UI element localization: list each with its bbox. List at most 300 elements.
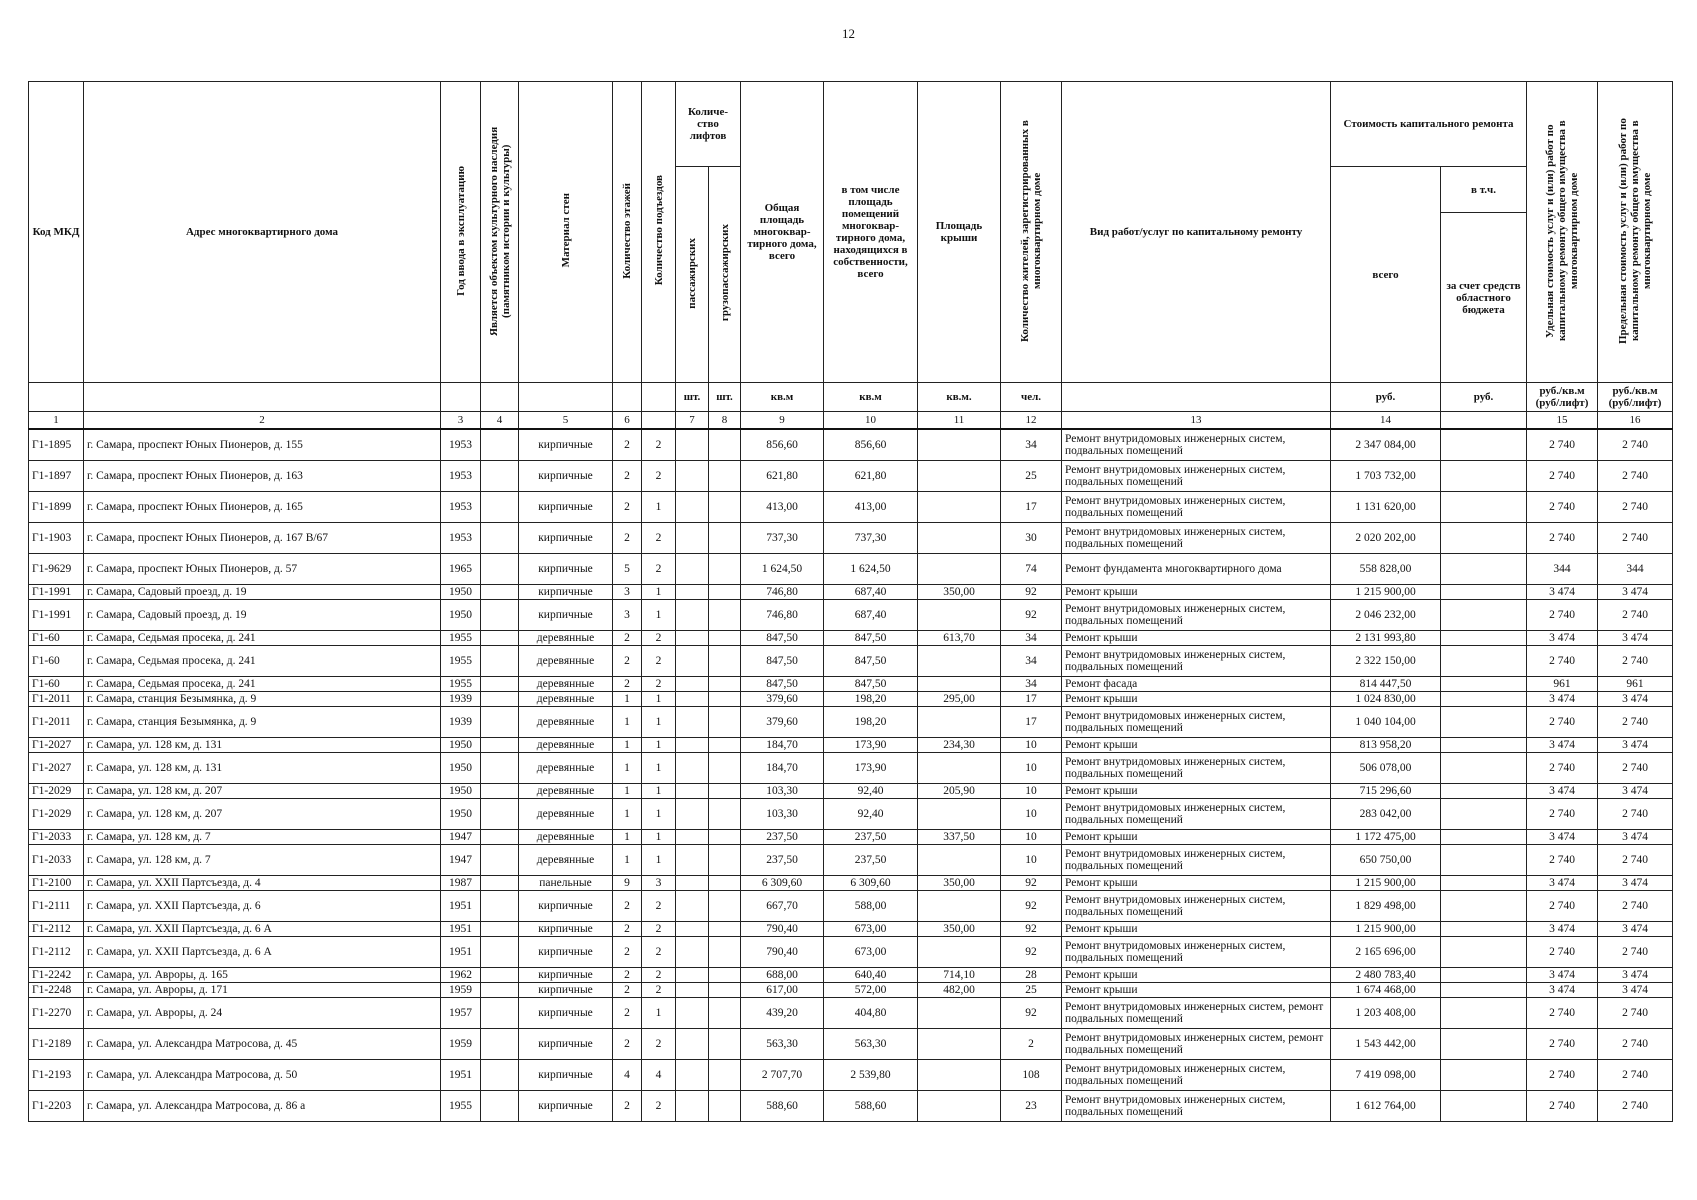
- cell-limit: 2 740: [1598, 492, 1673, 523]
- cell-code: Г1-2203: [29, 1091, 84, 1122]
- cell-unit: 3 474: [1527, 585, 1598, 600]
- cell-address: г. Самара, ул. 128 км, д. 7: [84, 830, 441, 845]
- cell-address: г. Самара, ул. Александра Матросова, д. 45: [84, 1029, 441, 1060]
- cell-area: 379,60: [741, 707, 824, 738]
- cell-entrances: 1: [642, 845, 676, 876]
- cell-address: г. Самара, ул. XXII Партсъезда, д. 6 А: [84, 922, 441, 937]
- header-residents: Количество жителей, зарегистрированных в многоквартирном доме: [1001, 82, 1062, 383]
- cell-empty: [481, 631, 519, 646]
- cell-residents: 28: [1001, 968, 1062, 983]
- column-number: 8: [709, 412, 741, 430]
- cell-wall: деревянные: [519, 845, 613, 876]
- cell-limit: 2 740: [1598, 998, 1673, 1029]
- cell-cost: 1 543 442,00: [1331, 1029, 1441, 1060]
- cell-code: Г1-2029: [29, 784, 84, 799]
- cell-residents: 10: [1001, 845, 1062, 876]
- cell-wall: кирпичные: [519, 1029, 613, 1060]
- cell-year: 1950: [441, 784, 481, 799]
- cell-empty: [481, 845, 519, 876]
- cell-limit: 2 740: [1598, 429, 1673, 461]
- cell-empty: [676, 461, 709, 492]
- cell-entrances: 2: [642, 429, 676, 461]
- cell-year: 1950: [441, 799, 481, 830]
- cell-cost: 1 203 408,00: [1331, 998, 1441, 1029]
- cell-code: Г1-1991: [29, 585, 84, 600]
- cell-empty: [481, 753, 519, 784]
- cell-empty: [676, 968, 709, 983]
- cell-work: Ремонт внутридомовых инженерных систем, подвальных помещений: [1062, 1091, 1331, 1122]
- cell-empty: [676, 554, 709, 585]
- cell-address: г. Самара, Садовый проезд, д. 19: [84, 585, 441, 600]
- cell-empty: [1441, 523, 1527, 554]
- cell-residents: 92: [1001, 998, 1062, 1029]
- cell-empty: [709, 429, 741, 461]
- cell-limit: 2 740: [1598, 1029, 1673, 1060]
- cell-floors: 1: [613, 830, 642, 845]
- cell-floors: 2: [613, 631, 642, 646]
- cell-empty: [481, 784, 519, 799]
- cell-empty: [481, 922, 519, 937]
- cell-floors: 5: [613, 554, 642, 585]
- cell-code: Г1-2248: [29, 983, 84, 998]
- cell-empty: [709, 707, 741, 738]
- cell-floors: 2: [613, 1029, 642, 1060]
- cell-empty: [1441, 692, 1527, 707]
- header-address: Адрес многоквартирного дома: [84, 82, 441, 383]
- cell-wall: деревянные: [519, 784, 613, 799]
- column-number: [642, 412, 676, 430]
- header-code: Код МКД: [29, 82, 84, 383]
- cell-work: Ремонт крыши: [1062, 784, 1331, 799]
- cell-empty: [481, 1029, 519, 1060]
- table-row: [29, 523, 1673, 554]
- cell-code: Г1-1991: [29, 600, 84, 631]
- cell-unit: 3 474: [1527, 922, 1598, 937]
- cell-limit: 2 740: [1598, 799, 1673, 830]
- cell-empty: [481, 692, 519, 707]
- cell-roof: [918, 646, 1001, 677]
- unit-sqm-total: кв.м: [741, 383, 824, 412]
- cell-owned: 1 624,50: [824, 554, 918, 585]
- cell-empty: [709, 753, 741, 784]
- cell-empty: [709, 692, 741, 707]
- cell-roof: [918, 937, 1001, 968]
- cell-limit: 2 740: [1598, 937, 1673, 968]
- cell-residents: 10: [1001, 738, 1062, 753]
- cell-entrances: 2: [642, 677, 676, 692]
- cell-empty: [1441, 600, 1527, 631]
- table-row: [29, 554, 1673, 585]
- cell-floors: 1: [613, 707, 642, 738]
- cell-cost: 2 020 202,00: [1331, 523, 1441, 554]
- cell-empty: [676, 523, 709, 554]
- cell-work: Ремонт внутридомовых инженерных систем, подвальных помещений: [1062, 845, 1331, 876]
- cell-owned: 687,40: [824, 600, 918, 631]
- cell-year: 1950: [441, 600, 481, 631]
- cell-roof: [918, 429, 1001, 461]
- cell-limit: 2 740: [1598, 1091, 1673, 1122]
- cell-empty: [1441, 631, 1527, 646]
- cell-roof: [918, 492, 1001, 523]
- cell-roof: [918, 845, 1001, 876]
- cell-empty: [676, 492, 709, 523]
- cell-area: 103,30: [741, 799, 824, 830]
- cell-cost: 813 958,20: [1331, 738, 1441, 753]
- cell-address: г. Самара, ул. XXII Партсъезда, д. 6: [84, 891, 441, 922]
- cell-code: Г1-2242: [29, 968, 84, 983]
- cell-entrances: 1: [642, 784, 676, 799]
- cell-empty: [676, 738, 709, 753]
- cell-owned: 588,00: [824, 891, 918, 922]
- cell-area: 439,20: [741, 998, 824, 1029]
- cell-residents: 17: [1001, 492, 1062, 523]
- cell-wall: деревянные: [519, 738, 613, 753]
- cell-empty: [1441, 922, 1527, 937]
- cell-limit: 3 474: [1598, 922, 1673, 937]
- cell-year: 1947: [441, 845, 481, 876]
- cell-owned: 687,40: [824, 585, 918, 600]
- cell-residents: 34: [1001, 429, 1062, 461]
- column-number: 9: [741, 412, 824, 430]
- table-row: [29, 753, 1673, 784]
- column-number: 14: [1331, 412, 1441, 430]
- cell-work: Ремонт внутридомовых инженерных систем, подвальных помещений: [1062, 937, 1331, 968]
- cell-area: 856,60: [741, 429, 824, 461]
- cell-roof: 350,00: [918, 922, 1001, 937]
- cell-code: Г1-60: [29, 677, 84, 692]
- cell-roof: 613,70: [918, 631, 1001, 646]
- cell-year: 1951: [441, 922, 481, 937]
- cell-floors: 2: [613, 891, 642, 922]
- cell-floors: 2: [613, 646, 642, 677]
- cell-roof: [918, 523, 1001, 554]
- cell-floors: 1: [613, 845, 642, 876]
- cell-work: Ремонт внутридомовых инженерных систем, ремонт подвальных помещений: [1062, 998, 1331, 1029]
- table-row: [29, 799, 1673, 830]
- table-row: [29, 998, 1673, 1029]
- cell-work: Ремонт фасада: [1062, 677, 1331, 692]
- cell-wall: кирпичные: [519, 429, 613, 461]
- table-row: [29, 677, 1673, 692]
- cell-owned: 6 309,60: [824, 876, 918, 891]
- column-number: 7: [676, 412, 709, 430]
- cell-limit: 3 474: [1598, 830, 1673, 845]
- cell-year: 1959: [441, 983, 481, 998]
- cell-residents: 92: [1001, 876, 1062, 891]
- cell-address: г. Самара, проспект Юных Пионеров, д. 167 В/67: [84, 523, 441, 554]
- cell-entrances: 1: [642, 492, 676, 523]
- cell-empty: [676, 937, 709, 968]
- unit-unit-cost: руб./кв.м (руб/лифт): [1527, 383, 1598, 412]
- cell-cost: 283 042,00: [1331, 799, 1441, 830]
- cell-area: 847,50: [741, 631, 824, 646]
- cell-code: Г1-2270: [29, 998, 84, 1029]
- column-number: 1: [29, 412, 84, 430]
- cell-limit: 2 740: [1598, 600, 1673, 631]
- cell-code: Г1-60: [29, 646, 84, 677]
- cell-entrances: 1: [642, 799, 676, 830]
- page-number: 12: [842, 26, 855, 41]
- cell-roof: 205,90: [918, 784, 1001, 799]
- cell-area: 1 624,50: [741, 554, 824, 585]
- cell-wall: кирпичные: [519, 554, 613, 585]
- cell-wall: деревянные: [519, 753, 613, 784]
- cell-cost: 1 612 764,00: [1331, 1091, 1441, 1122]
- cell-year: 1953: [441, 492, 481, 523]
- cell-wall: деревянные: [519, 677, 613, 692]
- cell-entrances: 2: [642, 554, 676, 585]
- cell-work: Ремонт внутридомовых инженерных систем, подвальных помещений: [1062, 799, 1331, 830]
- cell-unit: 2 740: [1527, 429, 1598, 461]
- column-number: 4: [481, 412, 519, 430]
- cell-owned: 173,90: [824, 753, 918, 784]
- cell-empty: [676, 922, 709, 937]
- cell-residents: 108: [1001, 1060, 1062, 1091]
- cell-unit: 2 740: [1527, 998, 1598, 1029]
- cell-cost: 2 347 084,00: [1331, 429, 1441, 461]
- table-row: [29, 784, 1673, 799]
- cell-floors: 2: [613, 937, 642, 968]
- cell-empty: [481, 554, 519, 585]
- cell-entrances: 2: [642, 1029, 676, 1060]
- cell-roof: 234,30: [918, 738, 1001, 753]
- cell-floors: 9: [613, 876, 642, 891]
- cell-empty: [709, 845, 741, 876]
- cell-address: г. Самара, ул. XXII Партсъезда, д. 6 А: [84, 937, 441, 968]
- cell-empty: [1441, 830, 1527, 845]
- cell-empty: [1441, 937, 1527, 968]
- table-row: [29, 845, 1673, 876]
- cell-limit: 3 474: [1598, 784, 1673, 799]
- cell-owned: 404,80: [824, 998, 918, 1029]
- cell-work: Ремонт крыши: [1062, 692, 1331, 707]
- cell-empty: [1441, 429, 1527, 461]
- cell-cost: 1 674 468,00: [1331, 983, 1441, 998]
- header-cost-total: всего: [1331, 167, 1441, 383]
- cell-empty: [1441, 461, 1527, 492]
- cell-empty: [481, 707, 519, 738]
- cell-roof: 714,10: [918, 968, 1001, 983]
- cell-cost: 1 172 475,00: [1331, 830, 1441, 845]
- cell-entrances: 1: [642, 707, 676, 738]
- cell-limit: 3 474: [1598, 692, 1673, 707]
- cell-area: 790,40: [741, 937, 824, 968]
- cell-empty: [1441, 1060, 1527, 1091]
- cell-address: г. Самара, ул. Александра Матросова, д. 50: [84, 1060, 441, 1091]
- cell-residents: 10: [1001, 784, 1062, 799]
- cell-limit: 3 474: [1598, 631, 1673, 646]
- cell-entrances: 2: [642, 1091, 676, 1122]
- cell-cost: 2 480 783,40: [1331, 968, 1441, 983]
- cell-year: 1987: [441, 876, 481, 891]
- cell-empty: [709, 891, 741, 922]
- table-row: [29, 937, 1673, 968]
- table-row: [29, 968, 1673, 983]
- cell-limit: 3 474: [1598, 876, 1673, 891]
- header-heritage: Является объектом культурного наследия (памятником истории и культуры): [481, 82, 519, 383]
- cell-empty: [676, 585, 709, 600]
- table-row: [29, 983, 1673, 998]
- cell-cost: 2 131 993,80: [1331, 631, 1441, 646]
- cell-area: 847,50: [741, 677, 824, 692]
- cell-address: г. Самара, проспект Юных Пионеров, д. 163: [84, 461, 441, 492]
- cell-roof: [918, 1060, 1001, 1091]
- cell-code: Г1-2029: [29, 799, 84, 830]
- table-row: [29, 876, 1673, 891]
- cell-empty: [676, 692, 709, 707]
- cell-wall: деревянные: [519, 799, 613, 830]
- cell-empty: [709, 1029, 741, 1060]
- cell-address: г. Самара, ул. Авроры, д. 165: [84, 968, 441, 983]
- cell-empty: [676, 784, 709, 799]
- cell-year: 1955: [441, 646, 481, 677]
- cell-cost: 1 703 732,00: [1331, 461, 1441, 492]
- cell-work: Ремонт крыши: [1062, 922, 1331, 937]
- header-area-owned: в том числе площадь помещений многоквар- тирного дома, находящихся в собственности, всего: [824, 82, 918, 383]
- cell-unit: 2 740: [1527, 707, 1598, 738]
- header-wall: Материал стен: [519, 82, 613, 383]
- cell-code: Г1-60: [29, 631, 84, 646]
- cell-roof: 350,00: [918, 876, 1001, 891]
- cell-floors: 1: [613, 738, 642, 753]
- cell-cost: 506 078,00: [1331, 753, 1441, 784]
- cell-roof: [918, 799, 1001, 830]
- cell-owned: 92,40: [824, 799, 918, 830]
- cell-unit: 2 740: [1527, 845, 1598, 876]
- cell-code: Г1-2112: [29, 922, 84, 937]
- cell-address: г. Самара, ул. 128 км, д. 207: [84, 784, 441, 799]
- cell-empty: [481, 876, 519, 891]
- cell-empty: [481, 998, 519, 1029]
- header-cost: Стоимость капитального ремонта: [1331, 82, 1527, 167]
- cell-floors: 2: [613, 922, 642, 937]
- cell-floors: 2: [613, 461, 642, 492]
- cell-owned: 673,00: [824, 937, 918, 968]
- cell-code: Г1-2111: [29, 891, 84, 922]
- cell-work: Ремонт крыши: [1062, 585, 1331, 600]
- cell-unit: 3 474: [1527, 631, 1598, 646]
- cell-roof: 295,00: [918, 692, 1001, 707]
- cell-work: Ремонт внутридомовых инженерных систем, подвальных помещений: [1062, 600, 1331, 631]
- column-numbers-row: [29, 412, 1673, 430]
- cell-empty: [676, 646, 709, 677]
- cell-work: Ремонт крыши: [1062, 983, 1331, 998]
- cell-empty: [481, 677, 519, 692]
- cell-floors: 2: [613, 983, 642, 998]
- cell-unit: 3 474: [1527, 830, 1598, 845]
- cell-residents: 25: [1001, 983, 1062, 998]
- cell-work: Ремонт крыши: [1062, 876, 1331, 891]
- cell-roof: 337,50: [918, 830, 1001, 845]
- cell-year: 1939: [441, 692, 481, 707]
- cell-empty: [481, 968, 519, 983]
- cell-entrances: 2: [642, 631, 676, 646]
- table-row: [29, 1091, 1673, 1122]
- cell-floors: 2: [613, 677, 642, 692]
- cell-entrances: 2: [642, 891, 676, 922]
- column-number: 13: [1062, 412, 1331, 430]
- cell-unit: 2 740: [1527, 891, 1598, 922]
- cell-empty: [709, 784, 741, 799]
- cell-owned: 237,50: [824, 830, 918, 845]
- cell-limit: 2 740: [1598, 523, 1673, 554]
- cell-cost: 1 829 498,00: [1331, 891, 1441, 922]
- cell-empty: [1441, 784, 1527, 799]
- cell-work: Ремонт внутридомовых инженерных систем, подвальных помещений: [1062, 646, 1331, 677]
- cell-code: Г1-1897: [29, 461, 84, 492]
- cell-unit: 2 740: [1527, 753, 1598, 784]
- cell-address: г. Самара, ул. 128 км, д. 131: [84, 738, 441, 753]
- cell-empty: [676, 677, 709, 692]
- cell-code: Г1-2033: [29, 830, 84, 845]
- cell-empty: [709, 937, 741, 968]
- cell-work: Ремонт внутридомовых инженерных систем, подвальных помещений: [1062, 891, 1331, 922]
- cell-unit: 3 474: [1527, 738, 1598, 753]
- cell-year: 1959: [441, 1029, 481, 1060]
- cell-floors: 1: [613, 799, 642, 830]
- column-number: 16: [1598, 412, 1673, 430]
- cell-address: г. Самара, ул. XXII Партсъезда, д. 4: [84, 876, 441, 891]
- cell-limit: 2 740: [1598, 707, 1673, 738]
- cell-entrances: 3: [642, 876, 676, 891]
- cell-entrances: 2: [642, 983, 676, 998]
- cell-cost: 2 046 232,00: [1331, 600, 1441, 631]
- table-row: [29, 492, 1673, 523]
- cell-empty: [709, 998, 741, 1029]
- table-row: [29, 891, 1673, 922]
- cell-unit: 3 474: [1527, 983, 1598, 998]
- cell-floors: 1: [613, 753, 642, 784]
- cell-year: 1953: [441, 523, 481, 554]
- cell-residents: 23: [1001, 1091, 1062, 1122]
- cell-roof: 482,00: [918, 983, 1001, 998]
- cell-year: 1939: [441, 707, 481, 738]
- cell-owned: 237,50: [824, 845, 918, 876]
- cell-empty: [481, 891, 519, 922]
- cell-empty: [709, 585, 741, 600]
- cell-wall: панельные: [519, 876, 613, 891]
- cell-unit: 2 740: [1527, 646, 1598, 677]
- cell-empty: [676, 983, 709, 998]
- cell-wall: кирпичные: [519, 998, 613, 1029]
- cell-area: 563,30: [741, 1029, 824, 1060]
- cell-empty: [709, 968, 741, 983]
- cell-area: 2 707,70: [741, 1060, 824, 1091]
- header-lifts: Количе- ство лифтов: [676, 82, 741, 167]
- cell-empty: [1441, 891, 1527, 922]
- header-year: Год ввода в эксплуатацию: [441, 82, 481, 383]
- cell-unit: 2 740: [1527, 523, 1598, 554]
- table-row: [29, 585, 1673, 600]
- cell-code: Г1-2193: [29, 1060, 84, 1091]
- cell-code: Г1-2033: [29, 845, 84, 876]
- cell-residents: 92: [1001, 937, 1062, 968]
- cell-residents: 10: [1001, 753, 1062, 784]
- cell-owned: 847,50: [824, 646, 918, 677]
- cell-work: Ремонт внутридомовых инженерных систем, подвальных помещений: [1062, 461, 1331, 492]
- cell-roof: [918, 753, 1001, 784]
- cell-area: 847,50: [741, 646, 824, 677]
- column-number: 5: [519, 412, 613, 430]
- cell-empty: [481, 646, 519, 677]
- cell-code: Г1-2100: [29, 876, 84, 891]
- cell-address: г. Самара, ул. 128 км, д. 7: [84, 845, 441, 876]
- cell-code: Г1-2011: [29, 707, 84, 738]
- units-row: [29, 383, 1673, 412]
- cell-area: 237,50: [741, 845, 824, 876]
- cell-limit: 3 474: [1598, 983, 1673, 998]
- cell-cost: 650 750,00: [1331, 845, 1441, 876]
